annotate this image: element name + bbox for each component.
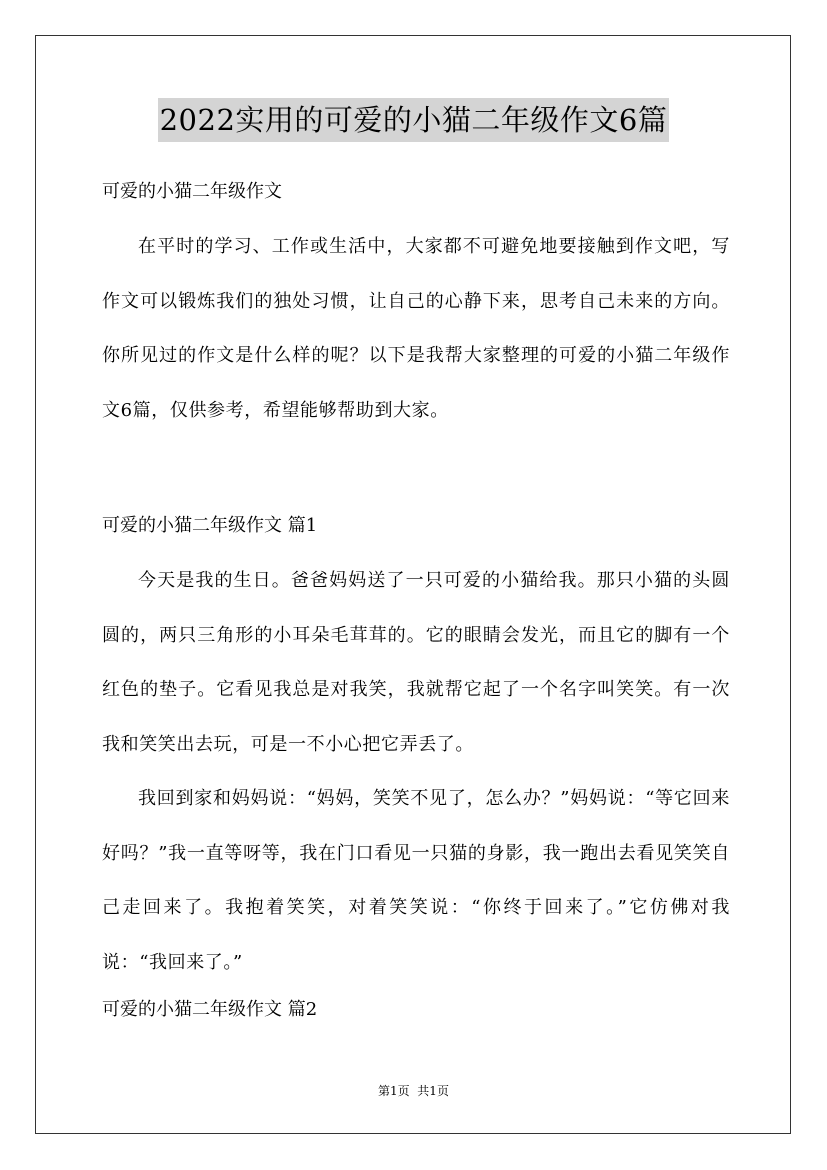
document-body	[102, 172, 730, 1030]
section-1-paragraph-2: 我回到家和妈妈说：“妈妈，笑笑不见了，怎么办？”妈妈说：“等它回来好吗？”我一直等呀等，我在门口看见一只猫的身影，我一跑出去看见笑笑自己走回来了。我抱着笑笑，对着笑笑说：“你终于回来了。”它仿佛对我说：“我回来了。”	[102, 788, 730, 973]
title-container	[0, 98, 827, 142]
intro-paragraph: 在平时的学习、工作或生活中，大家都不可避免地要接触到作文吧，写作文可以锻炼我们的独处习惯，让自己的心静下来，思考自己未来的方向。你所见过的作文是什么样的呢？以下是我帮大家整理的可爱的小猫二年级作文6篇，仅供参考，希望能够帮助到大家。	[102, 236, 730, 421]
intro-heading: 可爱的小猫二年级作文	[102, 181, 282, 202]
section-1-paragraph-1: 今天是我的生日。爸爸妈妈送了一只可爱的小猫给我。那只小猫的头圆圆的，两只三角形的小耳朵毛茸茸的。它的眼睛会发光，而且它的脚有一个红色的垫子。它看见我总是对我笑，我就帮它起了一个名字叫笑笑。有一次我和笑笑出去玩，可是一不小心把它弄丢了。	[102, 570, 730, 755]
section-1-heading: 可爱的小猫二年级作文 篇1	[102, 515, 318, 536]
document-title: 2022实用的可爱的小猫二年级作文6篇	[158, 98, 670, 142]
section-2-heading: 可爱的小猫二年级作文 篇2	[102, 999, 318, 1020]
page-footer: 第1页 共1页	[378, 1084, 449, 1098]
